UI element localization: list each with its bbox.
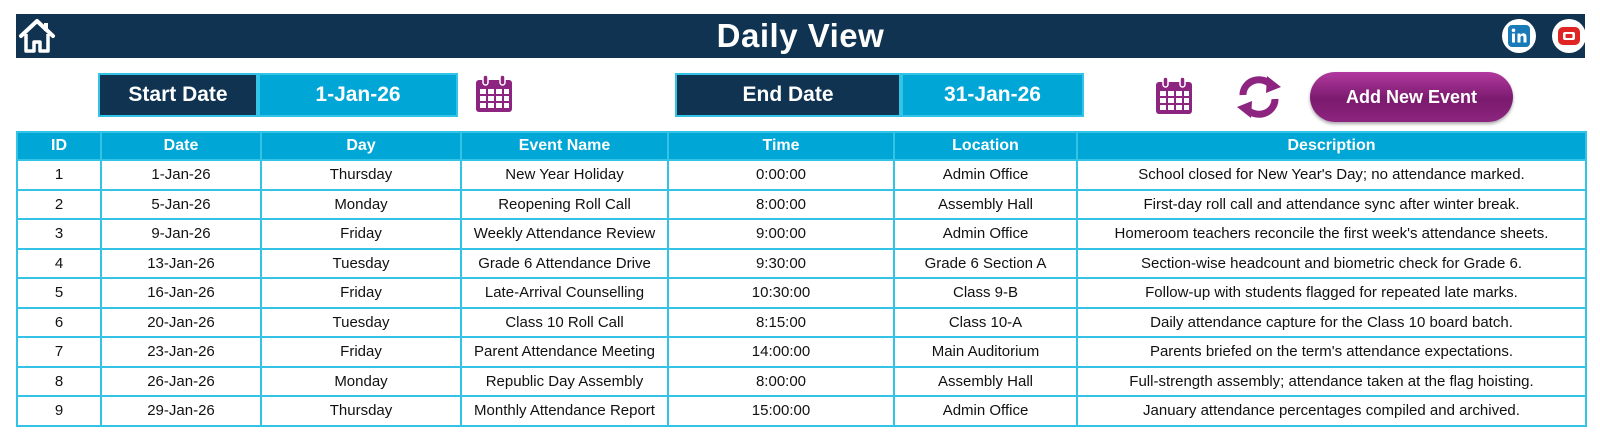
cell-location[interactable]: Class 9-B — [894, 278, 1077, 308]
column-header-description[interactable]: Description — [1077, 132, 1586, 160]
table-row[interactable] — [17, 308, 1586, 338]
cell-time[interactable]: 0:00:00 — [668, 160, 894, 190]
cell-description[interactable]: Homeroom teachers reconcile the first week's attendance sheets. — [1077, 219, 1586, 249]
cell-date[interactable]: 23-Jan-26 — [101, 337, 261, 367]
cell-event-name[interactable]: Class 10 Roll Call — [461, 308, 668, 338]
cell-time[interactable]: 8:00:00 — [668, 367, 894, 397]
cell-date[interactable]: 5-Jan-26 — [101, 190, 261, 220]
cell-time[interactable]: 9:30:00 — [668, 249, 894, 279]
cell-date[interactable]: 1-Jan-26 — [101, 160, 261, 190]
cell-description[interactable]: School closed for New Year's Day; no attendance marked. — [1077, 160, 1586, 190]
cell-id[interactable]: 3 — [17, 219, 101, 249]
events-table — [16, 131, 1587, 427]
start-date-label: Start Date — [98, 73, 258, 117]
cell-description[interactable]: Follow-up with students flagged for repeated late marks. — [1077, 278, 1586, 308]
cell-day[interactable]: Thursday — [261, 396, 461, 426]
cell-time[interactable]: 15:00:00 — [668, 396, 894, 426]
page-title: Daily View — [716, 17, 885, 54]
cell-date[interactable]: 20-Jan-26 — [101, 308, 261, 338]
table-row[interactable] — [17, 190, 1586, 220]
cell-day[interactable]: Tuesday — [261, 249, 461, 279]
cell-event-name[interactable]: New Year Holiday — [461, 160, 668, 190]
start-calendar-icon[interactable] — [474, 74, 514, 114]
title-bar — [16, 14, 1585, 58]
cell-date[interactable]: 9-Jan-26 — [101, 219, 261, 249]
cell-id[interactable]: 2 — [17, 190, 101, 220]
cell-description[interactable]: First-day roll call and attendance sync after winter break. — [1077, 190, 1586, 220]
column-header-event-name[interactable]: Event Name — [461, 132, 668, 160]
cell-id[interactable]: 5 — [17, 278, 101, 308]
table-row[interactable] — [17, 367, 1586, 397]
cell-description[interactable]: Section-wise headcount and biometric check for Grade 6. — [1077, 249, 1586, 279]
cell-description[interactable]: Full-strength assembly; attendance taken at the flag hoisting. — [1077, 367, 1586, 397]
cell-time[interactable]: 10:30:00 — [668, 278, 894, 308]
cell-date[interactable]: 16-Jan-26 — [101, 278, 261, 308]
cell-event-name[interactable]: Grade 6 Attendance Drive — [461, 249, 668, 279]
start-date-value[interactable]: 1-Jan-26 — [258, 73, 458, 117]
column-header-day[interactable]: Day — [261, 132, 461, 160]
column-header-date[interactable]: Date — [101, 132, 261, 160]
cell-day[interactable]: Thursday — [261, 160, 461, 190]
cell-date[interactable]: 26-Jan-26 — [101, 367, 261, 397]
cell-day[interactable]: Monday — [261, 190, 461, 220]
cell-event-name[interactable]: Republic Day Assembly — [461, 367, 668, 397]
table-row[interactable] — [17, 249, 1586, 279]
youtube-icon[interactable] — [1552, 19, 1586, 53]
refresh-icon[interactable] — [1234, 73, 1284, 121]
cell-date[interactable]: 13-Jan-26 — [101, 249, 261, 279]
linkedin-icon[interactable] — [1502, 19, 1536, 53]
cell-event-name[interactable]: Reopening Roll Call — [461, 190, 668, 220]
table-row[interactable] — [17, 278, 1586, 308]
cell-description[interactable]: Parents briefed on the term's attendance expectations. — [1077, 337, 1586, 367]
cell-id[interactable]: 8 — [17, 367, 101, 397]
cell-date[interactable]: 29-Jan-26 — [101, 396, 261, 426]
cell-location[interactable]: Admin Office — [894, 396, 1077, 426]
end-date-label: End Date — [675, 73, 901, 117]
cell-time[interactable]: 9:00:00 — [668, 219, 894, 249]
cell-day[interactable]: Monday — [261, 367, 461, 397]
column-header-time[interactable]: Time — [668, 132, 894, 160]
column-header-location[interactable]: Location — [894, 132, 1077, 160]
cell-day[interactable]: Friday — [261, 219, 461, 249]
cell-time[interactable]: 8:15:00 — [668, 308, 894, 338]
cell-location[interactable]: Admin Office — [894, 219, 1077, 249]
home-icon[interactable] — [18, 18, 56, 54]
cell-event-name[interactable]: Parent Attendance Meeting — [461, 337, 668, 367]
table-row[interactable] — [17, 219, 1586, 249]
column-header-id[interactable]: ID — [17, 132, 101, 160]
cell-time[interactable]: 8:00:00 — [668, 190, 894, 220]
cell-event-name[interactable]: Weekly Attendance Review — [461, 219, 668, 249]
cell-location[interactable]: Admin Office — [894, 160, 1077, 190]
cell-description[interactable]: January attendance percentages compiled and archived. — [1077, 396, 1586, 426]
end-date-value[interactable]: 31-Jan-26 — [901, 73, 1084, 117]
cell-event-name[interactable]: Monthly Attendance Report — [461, 396, 668, 426]
cell-id[interactable]: 7 — [17, 337, 101, 367]
cell-location[interactable]: Assembly Hall — [894, 190, 1077, 220]
cell-id[interactable]: 6 — [17, 308, 101, 338]
cell-location[interactable]: Class 10-A — [894, 308, 1077, 338]
cell-location[interactable]: Assembly Hall — [894, 367, 1077, 397]
table-row[interactable] — [17, 337, 1586, 367]
cell-id[interactable]: 9 — [17, 396, 101, 426]
cell-id[interactable]: 4 — [17, 249, 101, 279]
table-header-row — [17, 132, 1586, 160]
cell-time[interactable]: 14:00:00 — [668, 337, 894, 367]
cell-id[interactable]: 1 — [17, 160, 101, 190]
cell-description[interactable]: Daily attendance capture for the Class 10 board batch. — [1077, 308, 1586, 338]
table-row[interactable] — [17, 396, 1586, 426]
cell-event-name[interactable]: Late-Arrival Counselling — [461, 278, 668, 308]
cell-location[interactable]: Main Auditorium — [894, 337, 1077, 367]
cell-location[interactable]: Grade 6 Section A — [894, 249, 1077, 279]
table-row[interactable] — [17, 160, 1586, 190]
cell-day[interactable]: Friday — [261, 278, 461, 308]
end-calendar-icon[interactable] — [1154, 76, 1194, 116]
cell-day[interactable]: Tuesday — [261, 308, 461, 338]
add-new-event-button[interactable]: Add New Event — [1310, 72, 1513, 122]
cell-day[interactable]: Friday — [261, 337, 461, 367]
